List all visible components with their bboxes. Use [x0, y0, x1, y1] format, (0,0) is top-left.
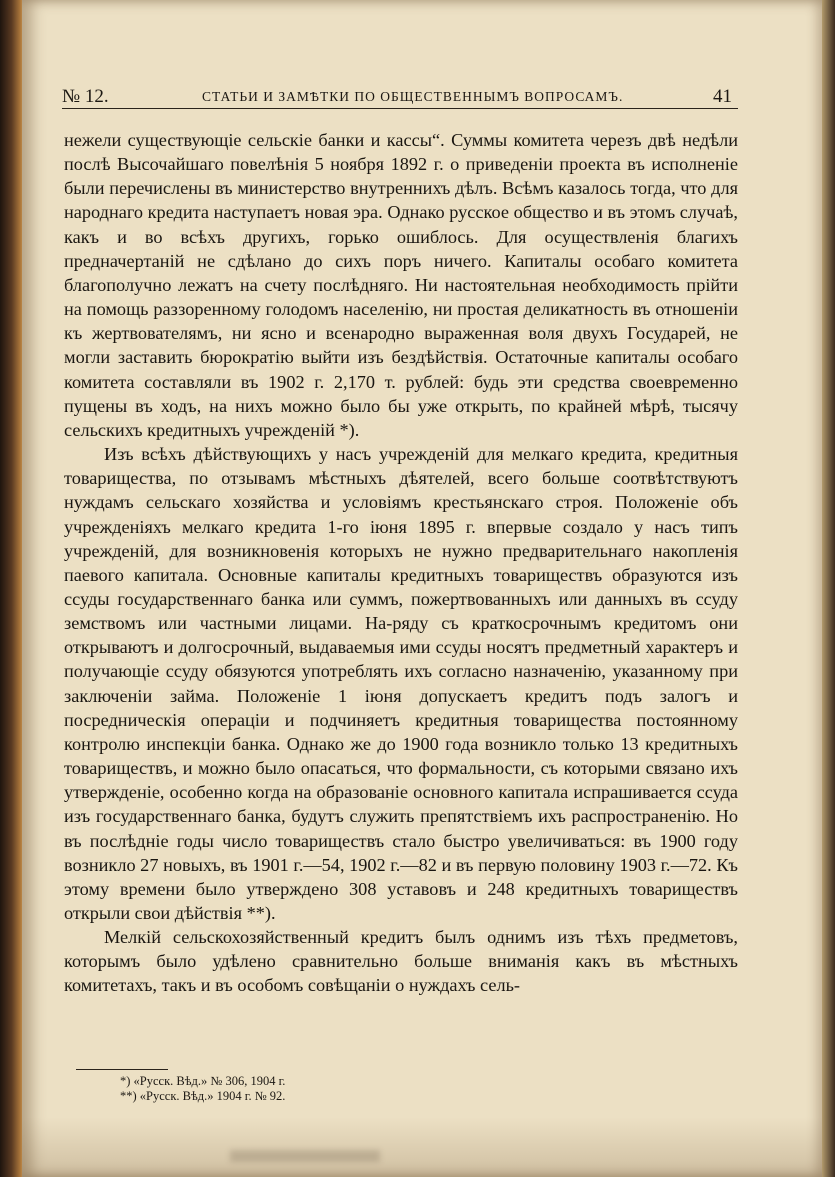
paragraph-continuation: нежели существующіе сельскіе банки и кассы“. Суммы комитета черезъ двѣ недѣли послѣ Высочайшаго повелѣнія 5 ноября 1892 г. о приведеніи проекта въ исполненіе были перечислены въ министерство внутреннихъ дѣлъ. Всѣмъ казалось тогда, что для народнаго кредита наступаетъ новая эра. Однако русское общество и въ этомъ случаѣ, какъ и во всѣхъ другихъ, горько ошиблось. Для осуществленія благихъ предначертаній не сдѣлано до сихъ поръ ничего. Капиталы особаго комитета благополучно лежатъ на счету послѣдняго. Ни настоятельная необходимость прійти на помощь раззоренному голодомъ населенію, ни простая деликатность въ отношеніи къ жертвователямъ, ни ясно и всенародно выраженная воля двухъ Государей, не могли заставить бюрократію выйти изъ бездѣйствія. Остаточные капиталы особаго комитета составляли въ 1902 г. 2,170 т. рублей: будь эти средства своевременно пущены въ ходъ, на нихъ можно было бы уже открыть, по крайней мѣрѣ, тысячу сельскихъ кредитныхъ учрежденій *). — [64, 130, 738, 440]
page-number: 41 — [713, 86, 732, 107]
body-text — [64, 128, 738, 998]
bottom-shadow — [22, 1117, 822, 1177]
footnote-2: **) «Русск. Вѣд.» 1904 г. № 92. — [120, 1089, 286, 1103]
paragraph-credit-associations: Изъ всѣхъ дѣйствующихъ у насъ учрежденій для мелкаго кредита, кредитныя товарищества, по отзывамъ мѣстныхъ дѣятелей, всего больше соотвѣтствуютъ нуждамъ сельскаго хозяйства и условіямъ крестьянскаго строя. Положеніе объ учрежденіяхъ мелкаго кредита 1-го іюня 1895 г. впервые создало у насъ типъ учрежденій, для возникновенія которыхъ не нужно предварительнаго накопленія паевого капитала. Основные капиталы кредитныхъ товариществъ образуются изъ ссуды государственнаго банка или суммъ, пожертвованныхъ или данныхъ въ ссуду земствомъ или частными лицами. На-ряду съ краткосрочнымъ кредитомъ они открываютъ и долгосрочный, выдаваемыя ими ссуды носятъ предметный характеръ и получающіе ссуду обязуются употреблять ихъ согласно назначенію, указанному при заключеніи займа. Положеніе 1 іюня допускаетъ кредитъ подъ залогъ и посредническія операціи и подчиняетъ кредитныя товарищества постоянному контролю инспекціи банка. Однако же до 1900 года возникло только 13 кредитныхъ товариществъ, и можно было опасаться, что формальности, съ которыми связано ихъ утвержденіе, особенно когда на образованіе основного капитала испрашивается ссуда изъ государственнаго банка, будутъ служить препятствіемъ ихъ распространенію. Но въ послѣдніе годы число товариществъ стало быстро увеличиваться: въ 1900 году возникло 27 новыхъ, въ 1901 г.—54, 1902 г.—82 и въ первую половину 1903 г.—72. Къ этому времени было утверждено 308 уставовъ и 248 кредитныхъ товариществъ открыли свои дѣйствія **). — [64, 444, 738, 923]
page-edge — [822, 0, 835, 1177]
issue-number: № 12. — [62, 86, 109, 107]
running-title: СТАТЬИ И ЗАМѢТКИ ПО ОБЩЕСТВЕННЫМЪ ВОПРОСАМЪ. — [202, 89, 624, 104]
footnotes — [120, 1074, 285, 1104]
print-smudge — [230, 1150, 380, 1162]
paragraph-agricultural-credit: Мелкій сельскохозяйственный кредитъ былъ однимъ изъ тѣхъ предметовъ, которымъ было удѣлено сравнительно больше вниманія какъ въ мѣстныхъ комитетахъ, такъ и въ особомъ совѣщаніи о нуждахъ сель- — [64, 927, 738, 996]
running-header — [62, 86, 738, 109]
footnote-rule — [76, 1069, 168, 1070]
footnote-1: *) «Русск. Вѣд.» № 306, 1904 г. — [120, 1074, 286, 1088]
